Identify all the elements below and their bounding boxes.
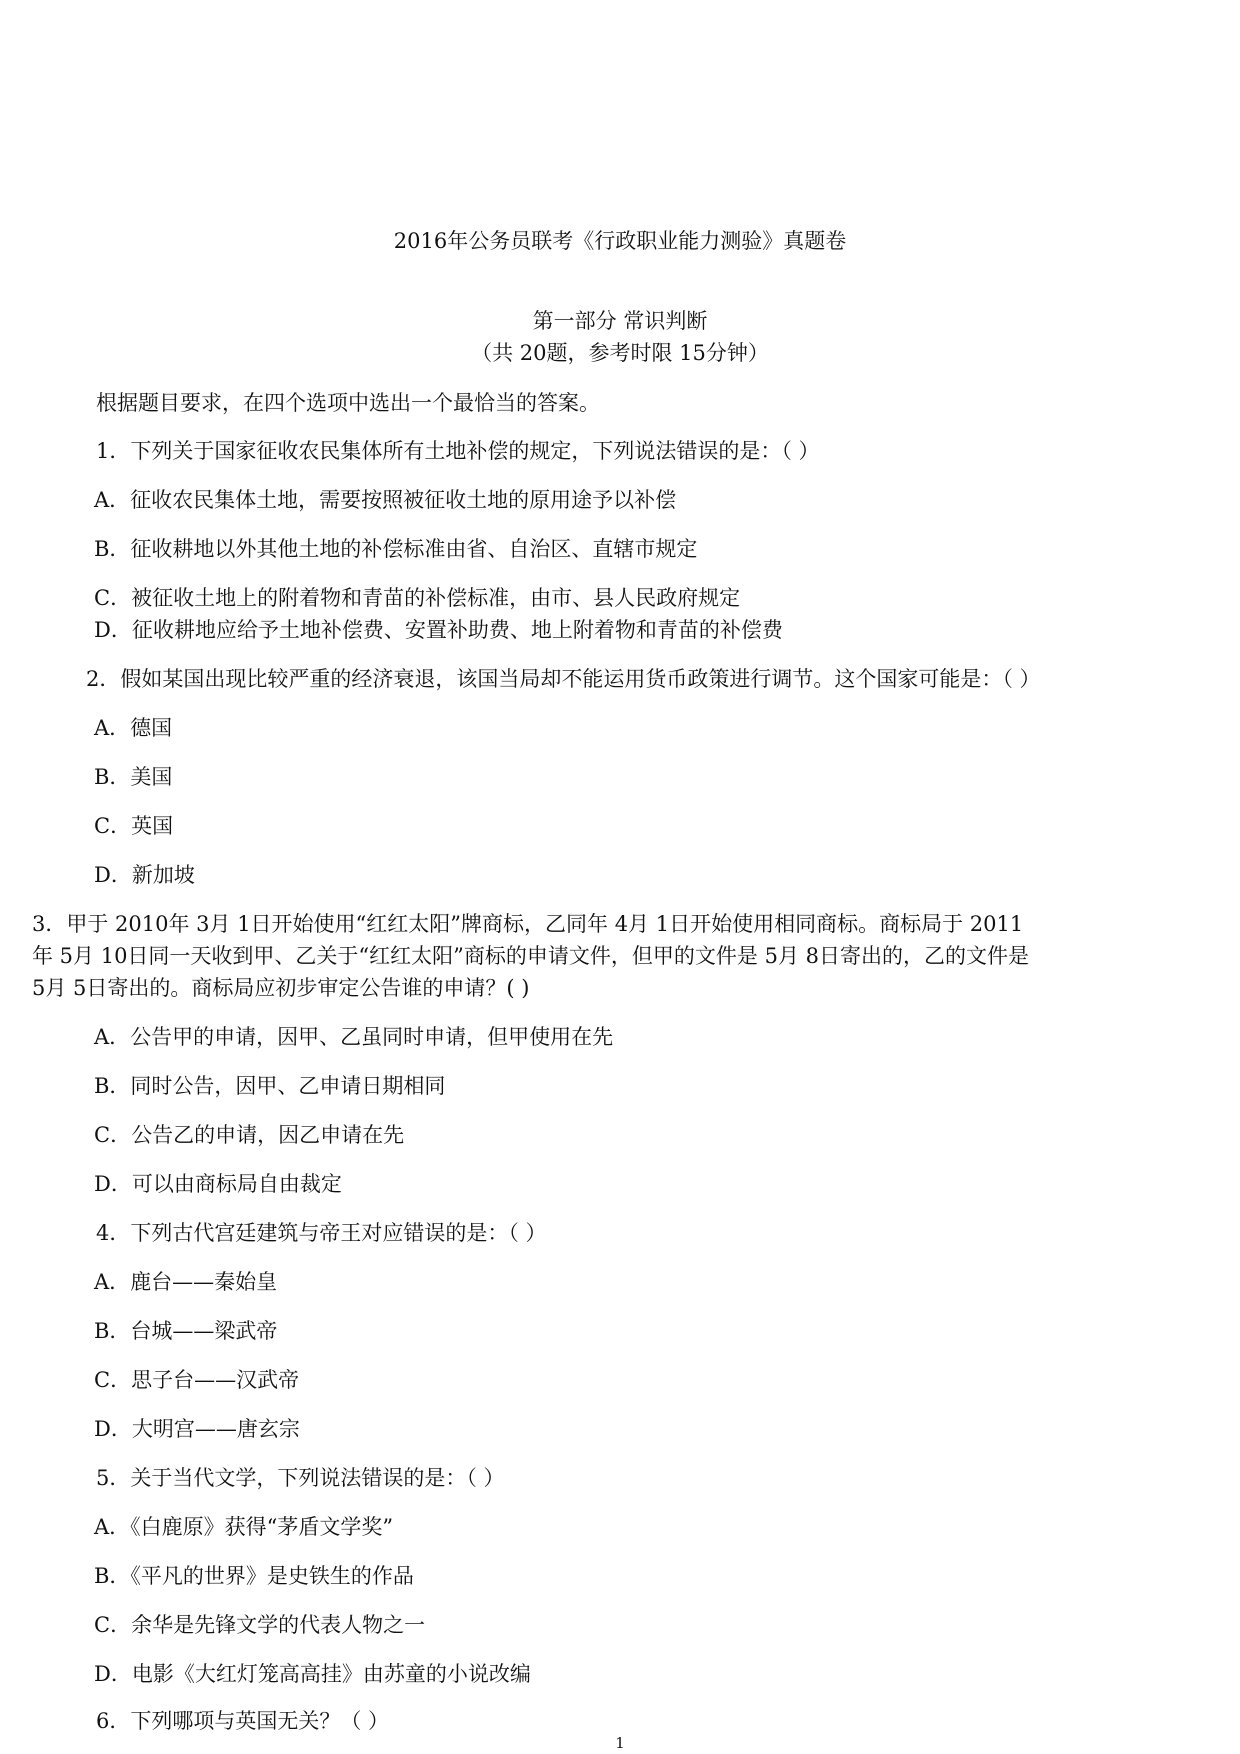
question-3-option-b: B．同时公告，因甲、乙申请日期相同 xyxy=(94,1074,446,1098)
question-2-option-b: B．美国 xyxy=(94,765,173,789)
question-1-option-a: A．征收农民集体土地，需要按照被征收土地的原用途予以补偿 xyxy=(94,488,677,512)
question-4-stem: 4．下列古代宫廷建筑与帝王对应错误的是：（ ） xyxy=(96,1221,547,1245)
question-5-option-a: A．《白鹿原》获得“茅盾文学奖” xyxy=(94,1515,394,1539)
question-2-stem: 2．假如某国出现比较严重的经济衰退，该国当局却不能运用货币政策进行调节。这个国家可能是：（ ） xyxy=(86,667,1041,691)
question-3-option-a: A．公告甲的申请，因甲、乙虽同时申请，但甲使用在先 xyxy=(94,1025,614,1049)
question-1-option-c: C．被征收土地上的附着物和青苗的补偿标准，由市、县人民政府规定 xyxy=(94,586,741,610)
question-4-option-d: D．大明宫——唐玄宗 xyxy=(94,1417,300,1441)
question-4-option-c: C．思子台——汉武帝 xyxy=(94,1368,300,1392)
question-6-stem: 6．下列哪项与英国无关？（ ） xyxy=(96,1709,390,1733)
question-1-option-d: D．征收耕地应给予土地补偿费、安置补助费、地上附着物和青苗的补偿费 xyxy=(94,618,783,642)
question-3-option-c: C．公告乙的申请，因乙申请在先 xyxy=(94,1123,405,1147)
question-2-option-d: D．新加坡 xyxy=(94,863,195,887)
question-4-option-b: B．台城——梁武帝 xyxy=(94,1319,278,1343)
question-4-option-a: A．鹿台——秦始皇 xyxy=(94,1270,278,1294)
question-2-option-c: C．英国 xyxy=(94,814,174,838)
question-5-option-d: D．电影《大红灯笼高高挂》由苏童的小说改编 xyxy=(94,1662,531,1686)
question-3-stem-line-2: 年 5月 10日同一天收到甲、乙关于“红红太阳”商标的申请文件，但甲的文件是 5月 8日寄出的，乙的文件是 xyxy=(32,944,1029,968)
section-subheading: （共 20题，参考时限 15分钟） xyxy=(471,341,769,365)
question-3-option-d: D．可以由商标局自由裁定 xyxy=(94,1172,342,1196)
page-title: 2016年公务员联考《行政职业能力测验》真题卷 xyxy=(393,229,847,253)
question-3-stem-line-3: 5月 5日寄出的。商标局应初步审定公告谁的申请？( ) xyxy=(32,976,530,1000)
question-5-option-b: B．《平凡的世界》是史铁生的作品 xyxy=(94,1564,414,1588)
page-number: 1 xyxy=(615,1734,625,1752)
question-5-stem: 5．关于当代文学，下列说法错误的是：（ ） xyxy=(96,1466,505,1490)
question-5-option-c: C．余华是先锋文学的代表人物之一 xyxy=(94,1613,426,1637)
question-2-option-a: A．德国 xyxy=(94,716,173,740)
question-3-stem-line-1: 3．甲于 2010年 3月 1日开始使用“红红太阳”牌商标，乙同年 4月 1日开始使用相同商标。商标局于 2011 xyxy=(32,912,1024,936)
question-1-stem: 1．下列关于国家征收农民集体所有土地补偿的规定，下列说法错误的是：（ ） xyxy=(96,439,820,463)
question-1-option-b: B．征收耕地以外其他土地的补偿标准由省、自治区、直辖市规定 xyxy=(94,537,698,561)
instruction-text: 根据题目要求，在四个选项中选出一个最恰当的答案。 xyxy=(96,391,600,415)
section-heading: 第一部分 常识判断 xyxy=(532,309,708,333)
